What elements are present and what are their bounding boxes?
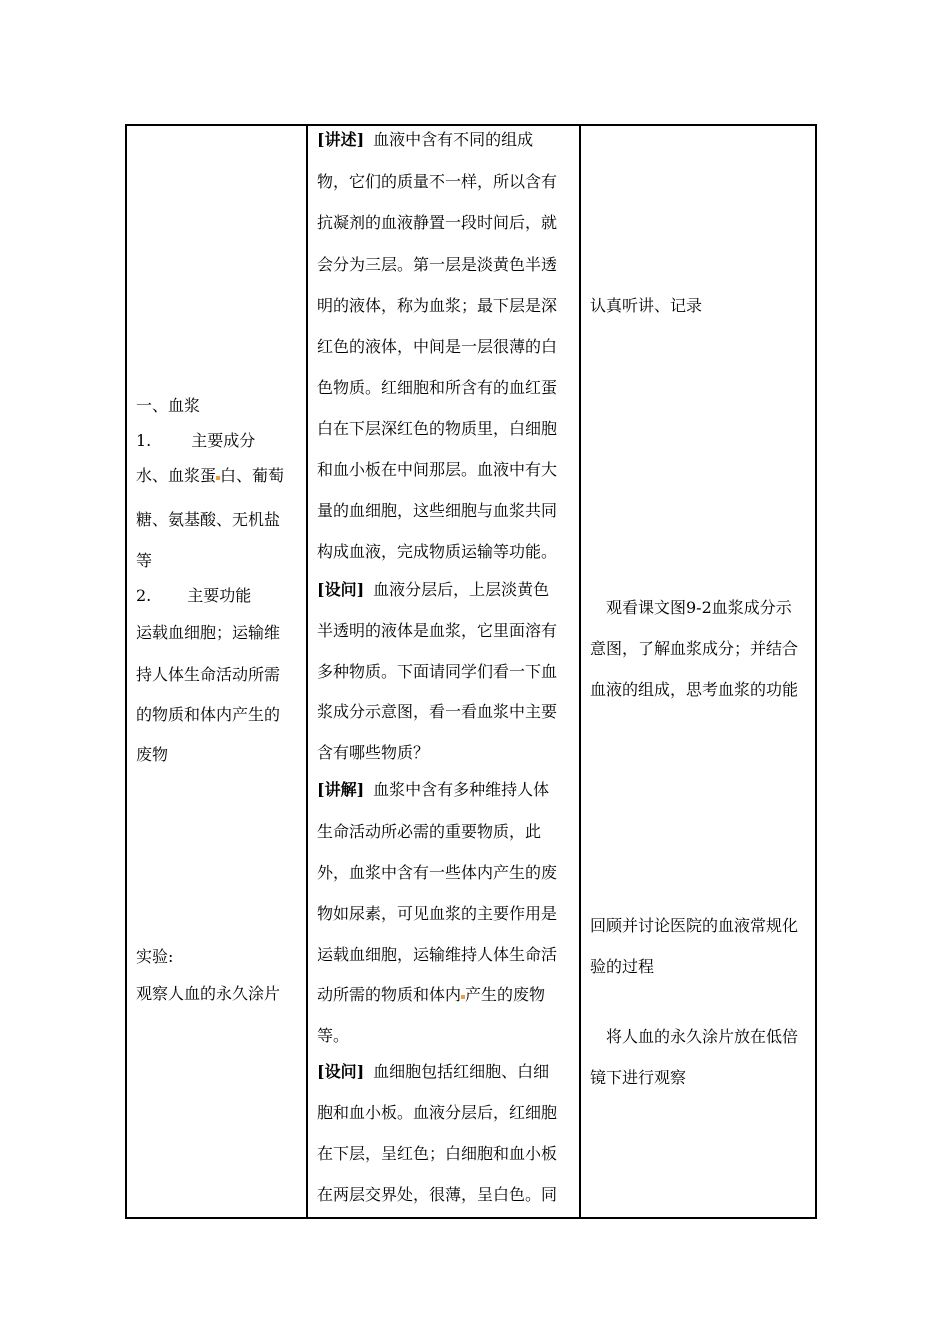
paragraph-line: 物，它们的质量不一样，所以含有 <box>317 172 558 191</box>
item-label: 主要成分 <box>191 431 256 450</box>
paragraph-line: 浆成分示意图，看一看血浆中主要 <box>317 702 558 721</box>
column-divider-1 <box>306 124 308 1219</box>
outline-item-1 <box>136 431 255 451</box>
student-activity: 回顾并讨论医院的血液常规化 <box>590 916 799 935</box>
paragraph-line: 色物质。红细胞和所含有的血红蛋 <box>317 378 558 397</box>
lesson-table <box>125 124 817 1219</box>
paragraph-line: 物如尿素，可见血浆的主要作用是 <box>317 904 558 923</box>
table-border-bottom <box>125 1217 817 1219</box>
paragraph-line: 红色的液体，中间是一层很薄的白 <box>317 337 558 356</box>
paragraph-line: 白在下层深红色的物质里，白细胞 <box>317 419 558 438</box>
function-line: 废物 <box>136 745 169 764</box>
paragraph-line: 等。 <box>317 1026 350 1045</box>
paragraph-line: 构成血液，完成物质运输等功能。 <box>317 542 558 561</box>
paragraph-line: 半透明的液体是血浆，它里面溶有 <box>317 621 558 640</box>
composition-line: 糖、氨基酸、无机盐 <box>136 510 281 529</box>
question-tag: [设问] <box>317 580 365 599</box>
paragraph-line: 明的液体，称为血浆；最下层是深 <box>317 296 558 315</box>
paragraph-line: [讲述] 血液中含有不同的组成 <box>317 130 534 149</box>
student-activity: 意图，了解血浆成分；并结合 <box>590 639 799 658</box>
table-border-left <box>125 124 127 1219</box>
paragraph-line: 外，血浆中含有一些体内产生的废 <box>317 863 558 882</box>
student-activity: 将人血的永久涂片放在低倍 <box>606 1027 799 1046</box>
question-tag: [设问] <box>317 1062 365 1081</box>
table-border-right <box>815 124 817 1219</box>
column-divider-2 <box>579 124 581 1219</box>
experiment-label: 实验: <box>136 947 174 966</box>
composition-line: 水、血浆蛋 白、葡萄 <box>136 466 285 485</box>
item-label: 主要功能 <box>187 586 252 605</box>
experiment-title: 观察人血的永久涂片 <box>136 984 281 1003</box>
paragraph-line: 含有哪些物质？ <box>317 743 430 762</box>
paragraph-line: [设问] 血细胞包括红细胞、白细 <box>317 1062 550 1081</box>
paragraph-line: 量的血细胞，这些细胞与血浆共同 <box>317 501 558 520</box>
paragraph-line: 在两层交界处，很薄，呈白色。同 <box>317 1185 558 1204</box>
paragraph-line: 胞和血小板。血液分层后，红细胞 <box>317 1103 558 1122</box>
paragraph-line: 在下层，呈红色；白细胞和血小板 <box>317 1144 558 1163</box>
student-activity: 验的过程 <box>590 957 655 976</box>
paragraph-line: [设问] 血液分层后，上层淡黄色 <box>317 580 550 599</box>
function-line: 的物质和体内产生的 <box>136 705 281 724</box>
paragraph-line: 运载血细胞，运输维持人体生命活 <box>317 945 558 964</box>
item-number: 1. <box>136 431 152 450</box>
explain-tag: [讲解] <box>317 780 365 799</box>
student-activity: 血液的组成，思考血浆的功能 <box>590 680 799 699</box>
composition-line: 等 <box>136 551 153 570</box>
paragraph-line: 和血小板在中间那层。血液中有大 <box>317 460 558 479</box>
function-line: 持人体生命活动所需 <box>136 665 281 684</box>
student-activity: 镜下进行观察 <box>590 1068 687 1087</box>
student-activity: 认真听讲、记录 <box>590 296 703 315</box>
function-line: 运载血细胞；运输维 <box>136 623 281 642</box>
outline-item-2 <box>136 586 251 606</box>
paragraph-line: 抗凝剂的血液静置一段时间后，就 <box>317 213 558 232</box>
table-border-top <box>125 124 817 126</box>
section-heading: 一、血浆 <box>136 396 201 415</box>
item-number: 2. <box>136 586 152 605</box>
student-activity: 观看课文图9-2血浆成分示 <box>606 598 792 617</box>
paragraph-line: 多种物质。下面请同学们看一下血 <box>317 662 558 681</box>
paragraph-line: 会分为三层。第一层是淡黄色半透 <box>317 255 558 274</box>
paragraph-line: [讲解] 血浆中含有多种维持人体 <box>317 780 550 799</box>
paragraph-line: 生命活动所必需的重要物质，此 <box>317 822 542 841</box>
lecture-tag: [讲述] <box>317 130 365 149</box>
paragraph-line: 动所需的物质和体内 产生的废物 <box>317 985 546 1004</box>
